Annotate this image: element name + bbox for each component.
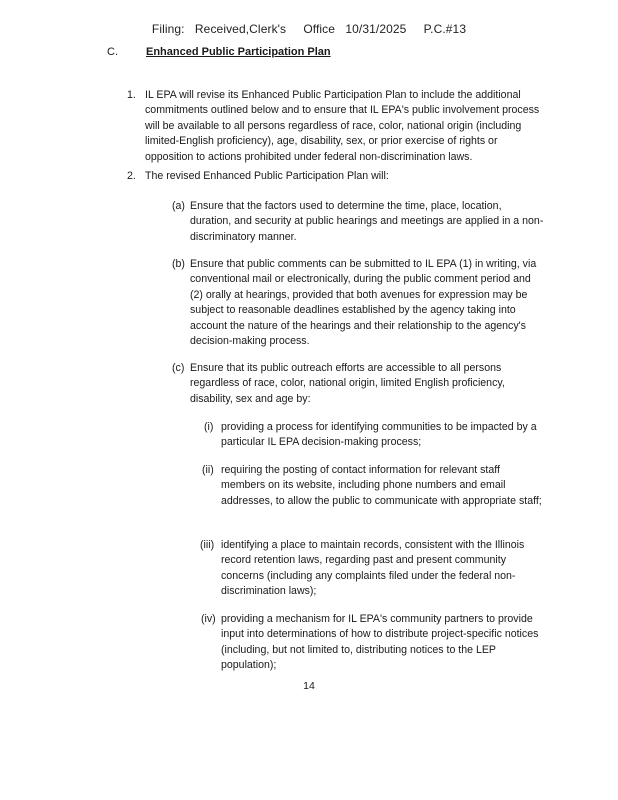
item-text: The revised Enhanced Public Participation Plan will: [145,170,389,182]
section-letter: C. [107,46,118,58]
item-number: 1. [127,89,136,101]
item-number: 2. [127,170,136,182]
section-title: Enhanced Public Participation Plan [146,46,331,58]
roman-text: providing a mechanism for IL EPA's community partners to provide input into determinations of how to distribute project-specific notices (including, but not limited to, distributing notices to the LEP population); [221,613,539,672]
roman-text: identifying a place to maintain records, consistent with the Illinois record retention laws, regarding past and present community concerns (including any complaints filed under the federal non-discrimination laws); [221,539,525,598]
page-number: 14 [303,680,315,692]
subitem-text: Ensure that the factors used to determine the time, place, location, duration, and security at public hearings and meetings are applied in a non-discriminatory manner. [190,200,544,243]
subitem-label: (c) [172,362,185,374]
subitem-label: (b) [172,258,185,270]
subitem-text: Ensure that its public outreach efforts are accessible to all persons regardless of race, color, national origin, limited English proficiency, disability, sex and age by: [190,362,505,405]
item-text: IL EPA will revise its Enhanced Public Participation Plan to include the additional commitments outlined below and to ensure that IL EPA's public involvement process will be available to all persons regardless of race, color, national origin (including limited-English proficiency), age, disability, sex, or prior exercise of rights or opposition to actions prohibited under federal non-discrimination laws. [145,89,540,163]
roman-label: (ii) [202,464,214,476]
roman-label: (iv) [201,613,216,625]
subitem-label: (a) [172,200,185,212]
roman-text: requiring the posting of contact information for relevant staff members on its website, including phone numbers and email addresses, to allow the public to communicate with appropriate staff; [221,464,542,507]
filing-stamp: Filing: Received,Clerk's Office 10/31/2025 P.C.#13 [151,22,467,36]
roman-label: (iii) [200,539,215,551]
roman-label: (i) [204,421,214,433]
subitem-text: Ensure that public comments can be submitted to IL EPA (1) in writing, via conventional mail or electronically, during the public comment period and (2) orally at hearings, provided that both avenues for expression may be subject to reasonable deadlines established by the agency taking into account the nature of the hearings and their relationship to the agency's decision-making process. [190,258,537,348]
roman-text: providing a process for identifying communities to be impacted by a particular IL EPA decision-making process; [221,421,537,449]
